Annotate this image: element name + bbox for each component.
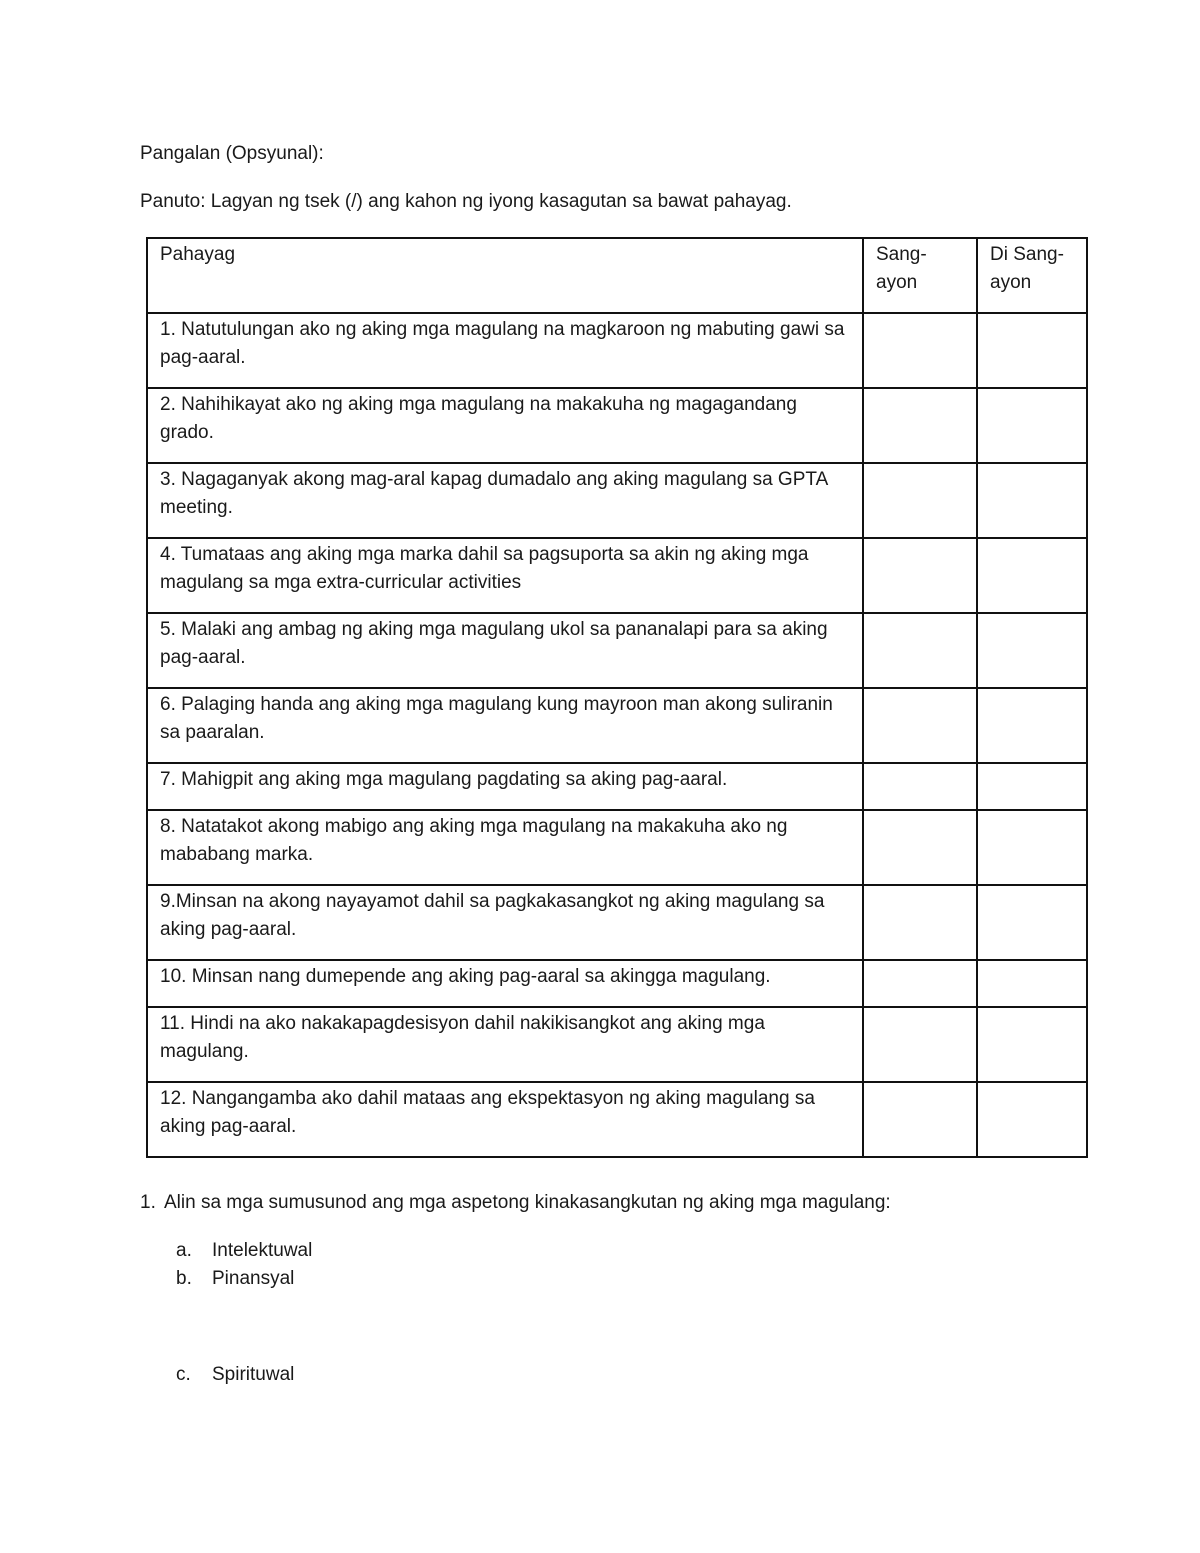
- option-text: Intelektuwal: [212, 1240, 313, 1261]
- disagree-checkbox-cell[interactable]: [977, 538, 1087, 613]
- statement-cell: 11. Hindi na ako nakakapagdesisyon dahil nakikisangkot ang aking mga magulang.: [147, 1007, 863, 1082]
- statement-cell: 8. Natatakot akong mabigo ang aking mga magulang na makakuha ako ng mababang marka.: [147, 810, 863, 885]
- table-header-row: [147, 238, 1087, 313]
- question-text: Alin sa mga sumusunod ang mga aspetong kinakasangkutan ng aking mga magulang:: [164, 1192, 891, 1213]
- disagree-checkbox-cell[interactable]: [977, 313, 1087, 388]
- table-row: [147, 885, 1087, 960]
- column-header-statement: Pahayag: [147, 238, 863, 313]
- instruction-text: Panuto: Lagyan ng tsek (/) ang kahon ng iyong kasagutan sa bawat pahayag.: [140, 191, 792, 212]
- statement-cell: 2. Nahihikayat ako ng aking mga magulang na makakuha ng magagandang grado.: [147, 388, 863, 463]
- table-row: [147, 613, 1087, 688]
- agree-checkbox-cell[interactable]: [863, 810, 977, 885]
- disagree-checkbox-cell[interactable]: [977, 463, 1087, 538]
- agree-checkbox-cell[interactable]: [863, 388, 977, 463]
- question-1: [140, 1190, 891, 1216]
- table-row: [147, 1082, 1087, 1157]
- statement-cell: 3. Nagaganyak akong mag-aral kapag dumadalo ang aking magulang sa GPTA meeting.: [147, 463, 863, 538]
- table-row: [147, 463, 1087, 538]
- option-text: Spirituwal: [212, 1364, 295, 1385]
- statement-cell: 4. Tumataas ang aking mga marka dahil sa pagsuporta sa akin ng aking mga magulang sa mga extra-curricular activities: [147, 538, 863, 613]
- disagree-checkbox-cell[interactable]: [977, 1007, 1087, 1082]
- disagree-checkbox-cell[interactable]: [977, 688, 1087, 763]
- agree-checkbox-cell[interactable]: [863, 1082, 977, 1157]
- disagree-checkbox-cell[interactable]: [977, 388, 1087, 463]
- table-row: [147, 1007, 1087, 1082]
- option-a: [176, 1238, 312, 1264]
- agree-checkbox-cell[interactable]: [863, 313, 977, 388]
- statement-cell: 10. Minsan nang dumepende ang aking pag-aaral sa akingga magulang.: [147, 960, 863, 1007]
- statement-cell: 5. Malaki ang ambag ng aking mga magulang ukol sa pananalapi para sa aking pag-aaral.: [147, 613, 863, 688]
- column-header-agree: Sang- ayon: [863, 238, 977, 313]
- table-row: [147, 763, 1087, 810]
- disagree-checkbox-cell[interactable]: [977, 960, 1087, 1007]
- statement-cell: 12. Nangangamba ako dahil mataas ang ekspektasyon ng aking magulang sa aking pag-aaral.: [147, 1082, 863, 1157]
- statement-cell: 1. Natutulungan ako ng aking mga magulang na magkaroon ng mabuting gawi sa pag-aaral.: [147, 313, 863, 388]
- agree-checkbox-cell[interactable]: [863, 885, 977, 960]
- survey-table: [146, 237, 1088, 1158]
- column-header-disagree: Di Sang- ayon: [977, 238, 1087, 313]
- agree-checkbox-cell[interactable]: [863, 1007, 977, 1082]
- disagree-checkbox-cell[interactable]: [977, 763, 1087, 810]
- disagree-checkbox-cell[interactable]: [977, 810, 1087, 885]
- table-row: [147, 538, 1087, 613]
- agree-checkbox-cell[interactable]: [863, 688, 977, 763]
- agree-checkbox-cell[interactable]: [863, 960, 977, 1007]
- name-label: Pangalan (Opsyunal):: [140, 143, 324, 164]
- disagree-checkbox-cell[interactable]: [977, 1082, 1087, 1157]
- option-c: [176, 1362, 294, 1388]
- table-row: [147, 313, 1087, 388]
- table-row: [147, 388, 1087, 463]
- option-b: [176, 1266, 294, 1292]
- option-letter: b.: [176, 1268, 192, 1289]
- option-text: Pinansyal: [212, 1268, 295, 1289]
- table-row: [147, 960, 1087, 1007]
- agree-checkbox-cell[interactable]: [863, 613, 977, 688]
- agree-checkbox-cell[interactable]: [863, 538, 977, 613]
- statement-cell: 6. Palaging handa ang aking mga magulang kung mayroon man akong suliranin sa paaralan.: [147, 688, 863, 763]
- option-letter: a.: [176, 1240, 192, 1261]
- question-number: 1.: [140, 1192, 156, 1213]
- option-letter: c.: [176, 1364, 191, 1385]
- statement-cell: 7. Mahigpit ang aking mga magulang pagdating sa aking pag-aaral.: [147, 763, 863, 810]
- disagree-checkbox-cell[interactable]: [977, 885, 1087, 960]
- table-row: [147, 810, 1087, 885]
- disagree-checkbox-cell[interactable]: [977, 613, 1087, 688]
- agree-checkbox-cell[interactable]: [863, 463, 977, 538]
- table-row: [147, 688, 1087, 763]
- agree-checkbox-cell[interactable]: [863, 763, 977, 810]
- statement-cell: 9.Minsan na akong nayayamot dahil sa pagkakasangkot ng aking magulang sa aking pag-aaral.: [147, 885, 863, 960]
